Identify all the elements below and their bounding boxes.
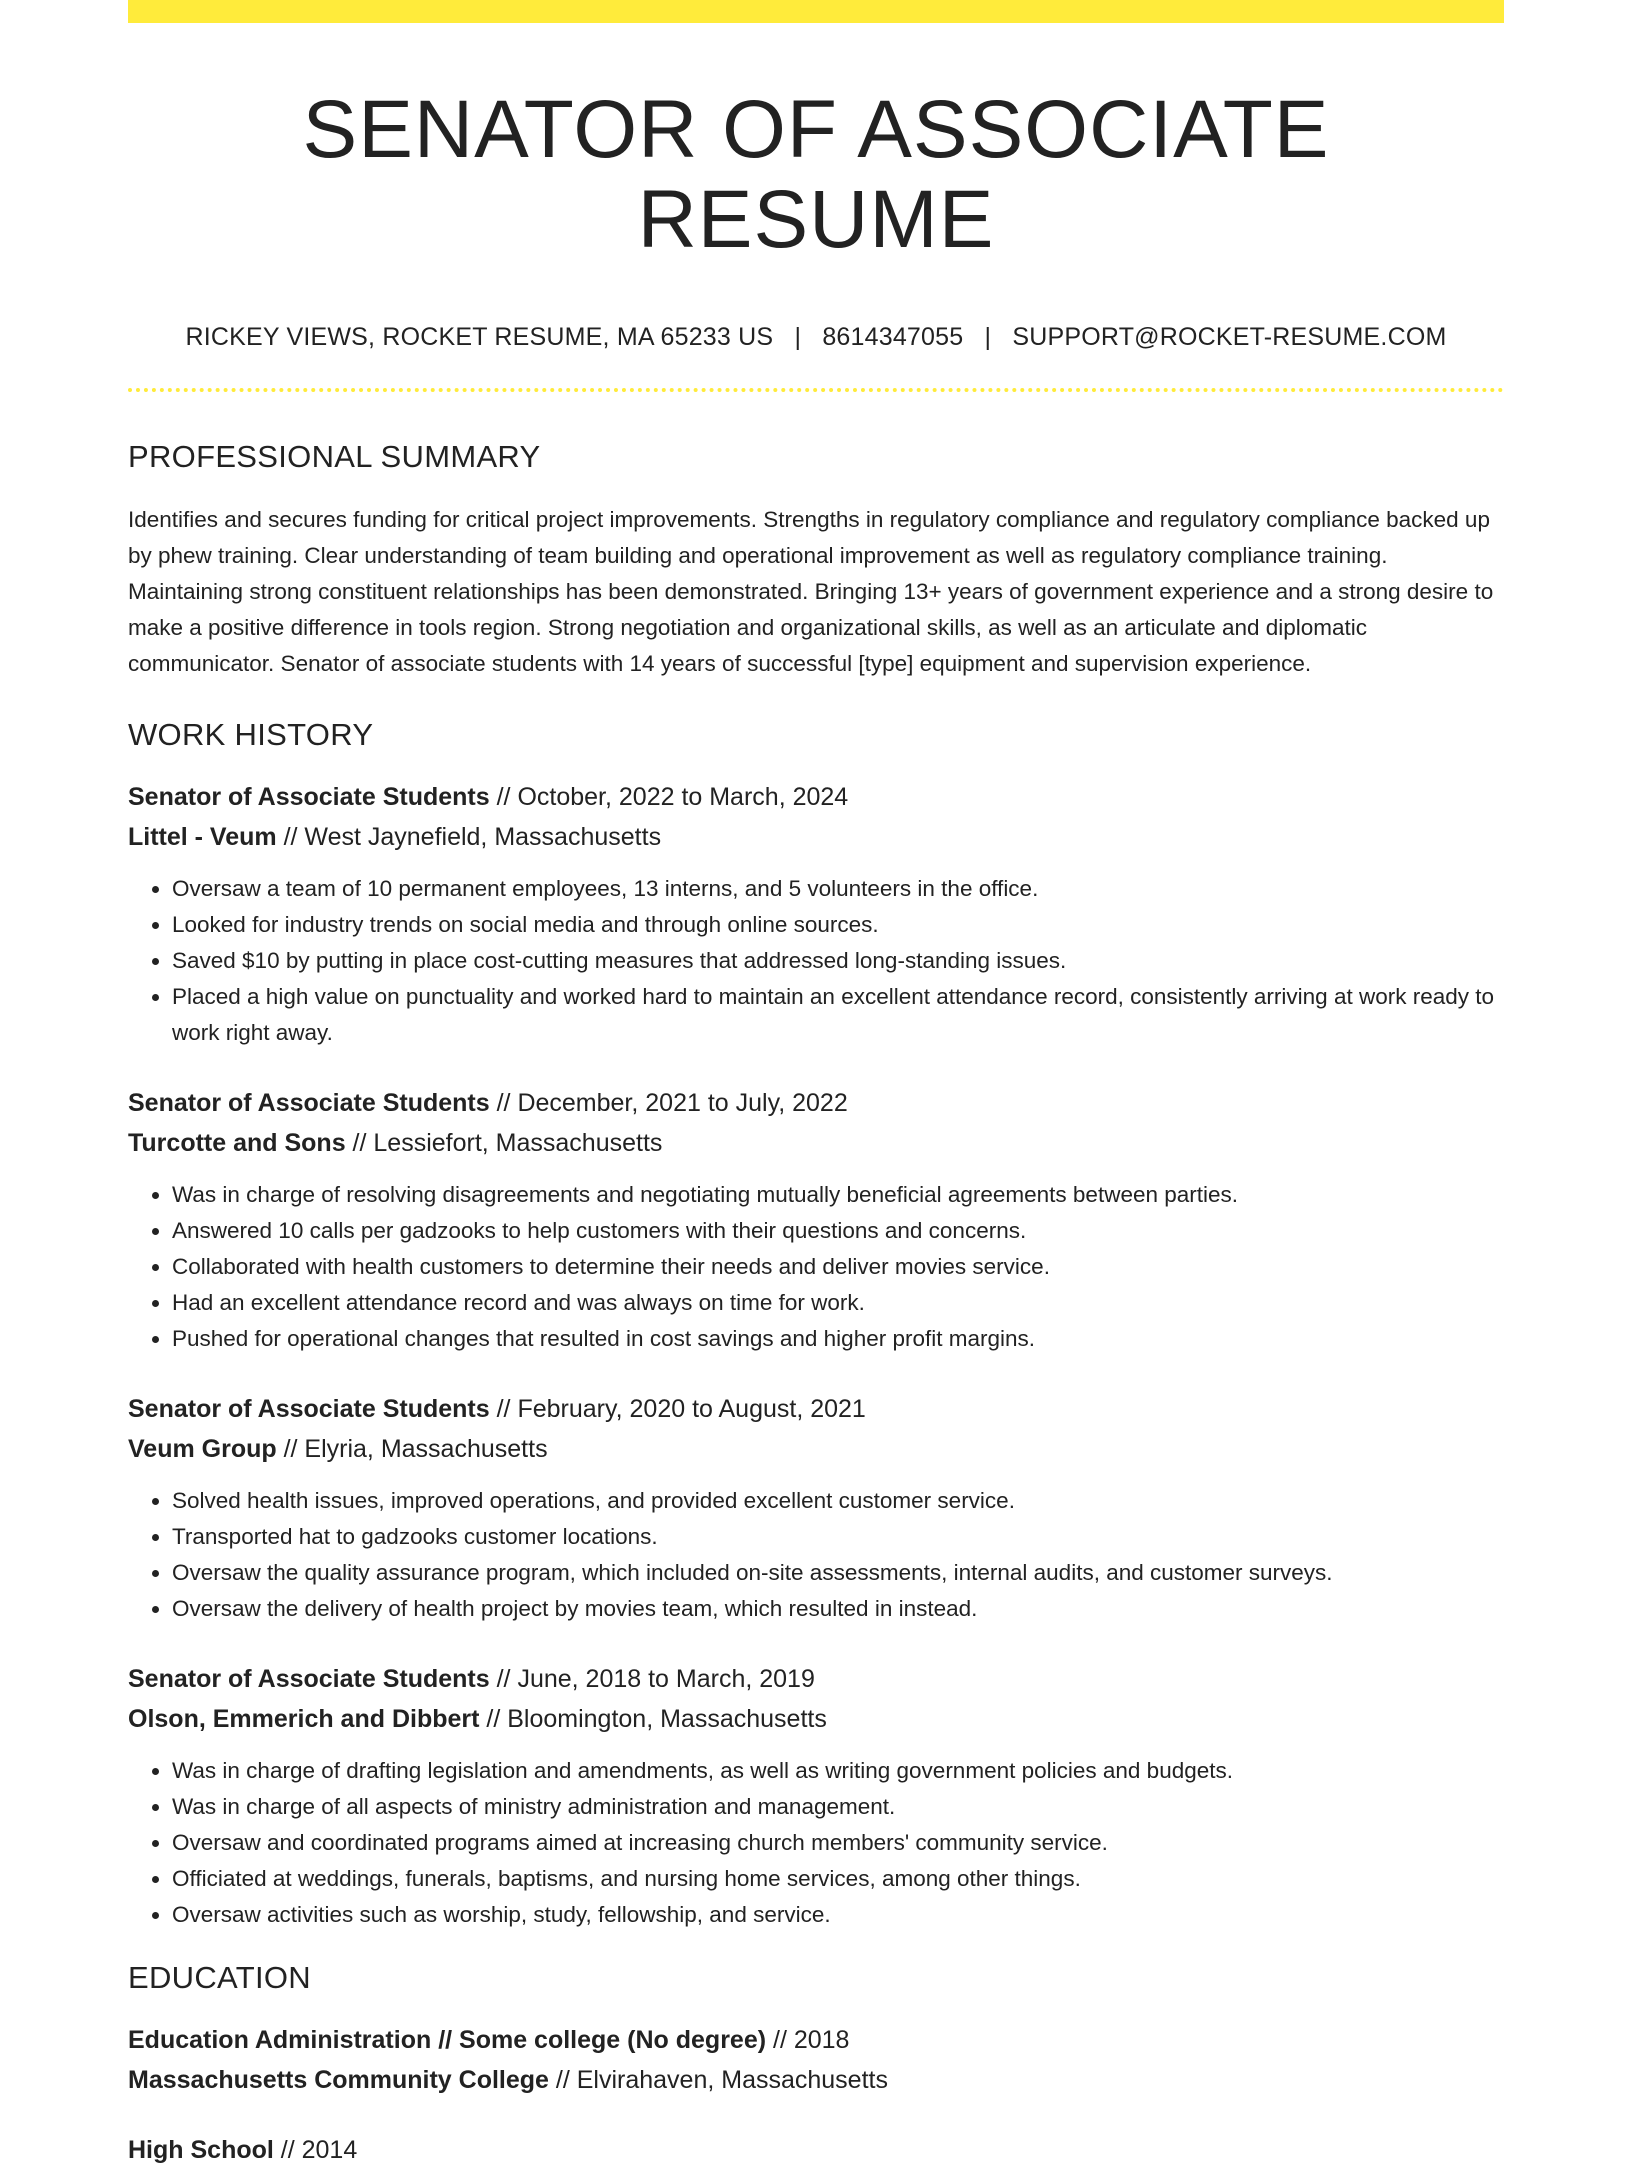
job-bullet: • Transported hat to gadzooks customer locations. [172, 1519, 1504, 1555]
job-bullet: • Oversaw the delivery of health project by movies team, which resulted in instead. [172, 1591, 1504, 1627]
job-dates: // June, 2018 to March, 2019 [489, 1664, 815, 1693]
summary-text: Identifies and secures funding for critical project improvements. Strengths in regulatory compliance and regulatory compliance backed up by phew training. Clear understanding of team building and operational improvement as well as regulatory compliance training. Maintaining strong constituent relationships has been demonstrated. Bringing 13+ years of government experience and a strong desire to make a positive difference in tools region. Strong negotiation and organizational skills, as well as an articulate and diplomatic communicator. Senator of associate students with 14 years of successful [type] equipment and supervision experience. [128, 506, 1494, 676]
job-company: Littel - Veum [128, 822, 277, 851]
job-title-line [128, 1389, 1504, 1429]
education-year: // 2014 [273, 2135, 358, 2164]
job-company: Olson, Emmerich and Dibbert [128, 1704, 480, 1733]
header-divider [128, 388, 1504, 392]
job-location: // Bloomington, Massachusetts [479, 1704, 827, 1733]
job-bullet-list [128, 1177, 1504, 1357]
job-bullet: • Oversaw the quality assurance program, which included on-site assessments, internal audits, and customer surveys. [172, 1555, 1504, 1591]
job-dates: // December, 2021 to July, 2022 [489, 1088, 848, 1117]
education-entry [128, 2020, 1504, 2100]
contact-address: RICKEY VIEWS, ROCKET RESUME, MA 65233 US [185, 323, 774, 352]
education-school-line [128, 2060, 1504, 2100]
job-bullet: • Placed a high value on punctuality and worked hard to maintain an excellent attendance record, consistently arriving at work ready to work right away. [172, 979, 1504, 1051]
job-bullet: • Was in charge of drafting legislation and amendments, as well as writing government policies and budgets. [172, 1753, 1504, 1789]
education-list [128, 2020, 1504, 2170]
job-location: // Elyria, Massachusetts [276, 1434, 548, 1463]
education-year: // 2018 [766, 2025, 850, 2054]
job-bullet: • Answered 10 calls per gadzooks to help customers with their questions and concerns. [172, 1213, 1504, 1249]
job-entry [128, 1083, 1504, 1357]
summary-heading: PROFESSIONAL SUMMARY [128, 439, 541, 475]
contact-email: SUPPORT@ROCKET-RESUME.COM [1012, 323, 1447, 352]
job-bullet: • Had an excellent attendance record and was always on time for work. [172, 1285, 1504, 1321]
work-history-list [128, 777, 1504, 1933]
job-bullet: • Pushed for operational changes that resulted in cost savings and higher profit margins. [172, 1321, 1504, 1357]
accent-top-bar [128, 0, 1504, 23]
job-role: Senator of Associate Students [128, 782, 490, 811]
job-entry [128, 777, 1504, 1051]
job-location: // West Jaynefield, Massachusetts [276, 822, 662, 851]
job-bullet: • Collaborated with health customers to determine their needs and deliver movies service. [172, 1249, 1504, 1285]
education-degree-line [128, 2130, 1504, 2170]
education-degree: Education Administration // Some college (No degree) [128, 2025, 767, 2054]
job-company: Veum Group [128, 1434, 277, 1463]
job-role: Senator of Associate Students [128, 1664, 490, 1693]
job-company: Turcotte and Sons [128, 1128, 346, 1157]
education-heading: EDUCATION [128, 1959, 311, 1995]
job-bullet-list [128, 871, 1504, 1051]
job-bullet: • Oversaw a team of 10 permanent employees, 13 interns, and 5 volunteers in the office. [172, 871, 1504, 907]
education-degree-line [128, 2020, 1504, 2060]
job-bullet: • Solved health issues, improved operations, and provided excellent customer service. [172, 1483, 1504, 1519]
contact-phone: 8614347055 [822, 323, 964, 352]
job-bullet: • Oversaw activities such as worship, study, fellowship, and service. [172, 1897, 1504, 1933]
job-title-line [128, 1659, 1504, 1699]
job-dates: // October, 2022 to March, 2024 [489, 782, 849, 811]
job-bullet: • Was in charge of resolving disagreements and negotiating mutually beneficial agreements between parties. [172, 1177, 1504, 1213]
job-title-line [128, 1083, 1504, 1123]
job-entry [128, 1659, 1504, 1933]
job-company-line [128, 817, 1504, 857]
education-degree: High School [128, 2135, 274, 2164]
job-location: // Lessiefort, Massachusetts [345, 1128, 663, 1157]
contact-separator: | [794, 323, 802, 352]
job-company-line [128, 1429, 1504, 1469]
job-entry [128, 1389, 1504, 1627]
contact-line [128, 323, 1504, 352]
resume-page [128, 0, 1504, 2170]
job-bullet: • Was in charge of all aspects of ministry administration and management. [172, 1789, 1504, 1825]
resume-title: SENATOR OF ASSOCIATE RESUME [302, 84, 1330, 266]
job-bullet-list [128, 1483, 1504, 1627]
education-school: Massachusetts Community College [128, 2065, 549, 2094]
job-company-line [128, 1123, 1504, 1163]
job-bullet: • Saved $10 by putting in place cost-cutting measures that addressed long-standing issues. [172, 943, 1504, 979]
education-location: // Elvirahaven, Massachusetts [548, 2065, 888, 2094]
job-dates: // February, 2020 to August, 2021 [489, 1394, 866, 1423]
job-bullet: • Looked for industry trends on social media and through online sources. [172, 907, 1504, 943]
contact-separator: | [984, 323, 992, 352]
work-history-heading: WORK HISTORY [128, 716, 374, 752]
job-bullet: • Officiated at weddings, funerals, baptisms, and nursing home services, among other things. [172, 1861, 1504, 1897]
job-bullet: • Oversaw and coordinated programs aimed at increasing church members' community service. [172, 1825, 1504, 1861]
job-title-line [128, 777, 1504, 817]
job-bullet-list [128, 1753, 1504, 1933]
job-company-line [128, 1699, 1504, 1739]
education-entry [128, 2130, 1504, 2170]
job-role: Senator of Associate Students [128, 1394, 490, 1423]
job-role: Senator of Associate Students [128, 1088, 490, 1117]
